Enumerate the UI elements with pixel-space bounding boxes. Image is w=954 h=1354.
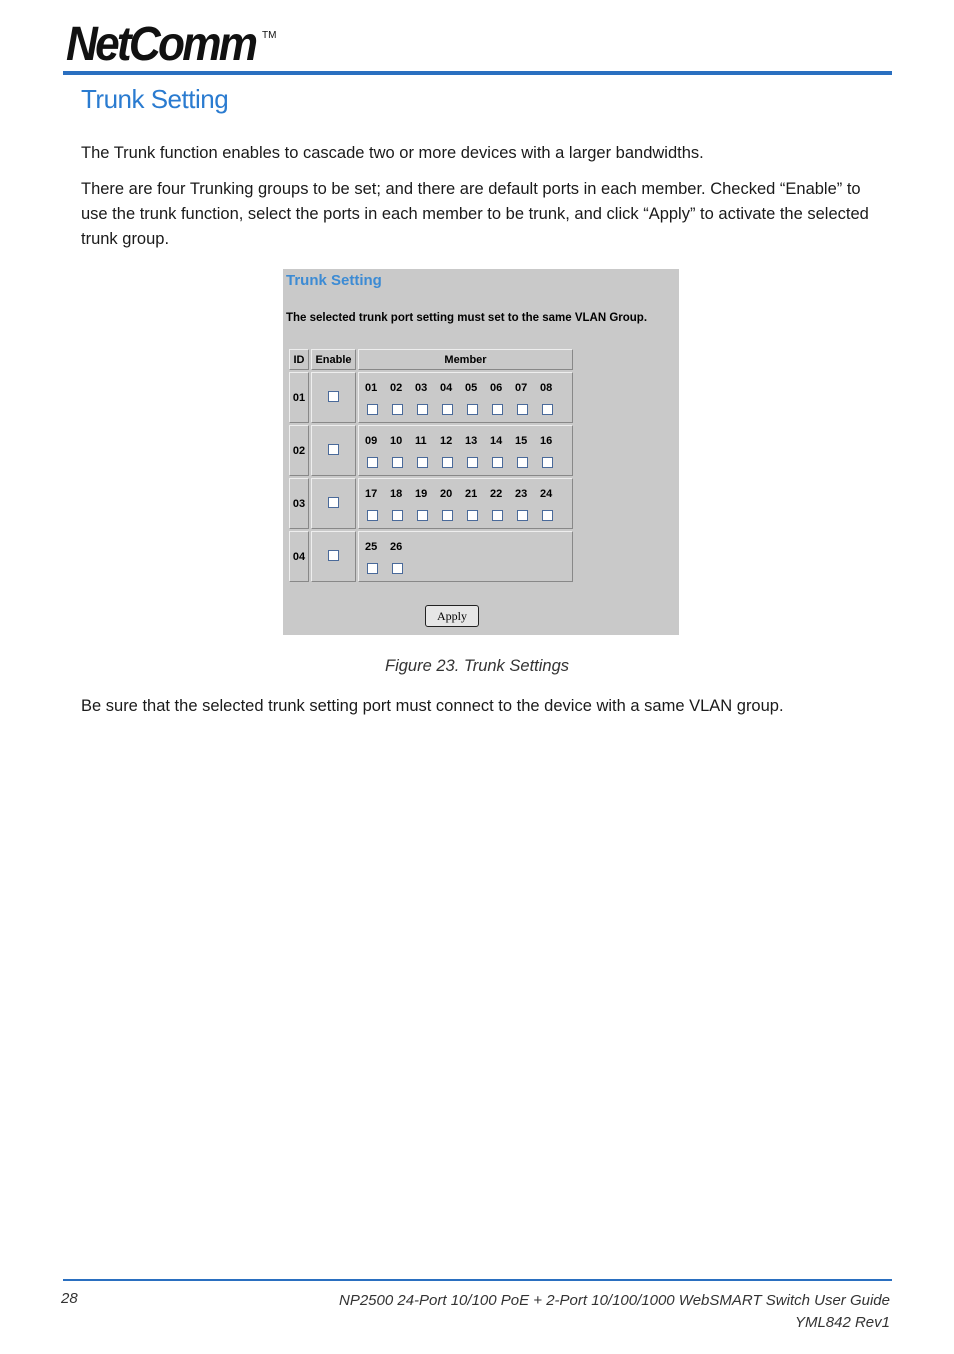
port-checkbox[interactable]	[392, 563, 403, 574]
trunk-group-row	[289, 478, 573, 529]
port-label: 11	[415, 435, 427, 447]
port-label: 04	[440, 382, 453, 394]
enable-cell	[311, 478, 356, 529]
port-member	[439, 380, 464, 415]
group-id: 02	[289, 425, 309, 476]
port-label: 26	[390, 541, 403, 553]
enable-cell	[311, 372, 356, 423]
header-rule	[63, 71, 892, 75]
port-label: 01	[365, 382, 378, 394]
port-checkbox[interactable]	[517, 404, 528, 415]
port-checkbox[interactable]	[492, 404, 503, 415]
trunk-group-row	[289, 372, 573, 423]
trademark-symbol: TM	[262, 30, 277, 41]
port-member	[439, 433, 464, 468]
port-label: 13	[465, 435, 478, 447]
port-checkbox[interactable]	[492, 510, 503, 521]
netcomm-logo: NetComm	[66, 18, 256, 71]
port-checkbox[interactable]	[467, 404, 478, 415]
port-member	[514, 433, 539, 468]
port-member	[414, 486, 439, 521]
port-checkbox[interactable]	[442, 404, 453, 415]
port-label: 03	[415, 382, 428, 394]
port-checkbox[interactable]	[417, 457, 428, 468]
port-label: 02	[390, 382, 403, 394]
port-member	[514, 380, 539, 415]
group-id: 04	[289, 531, 309, 582]
port-member	[414, 380, 439, 415]
port-label: 15	[515, 435, 528, 447]
port-member	[364, 380, 389, 415]
enable-checkbox[interactable]	[328, 391, 339, 402]
section-title: Trunk Setting	[81, 84, 229, 114]
port-member	[389, 539, 414, 574]
port-member	[364, 433, 389, 468]
port-label: 21	[465, 488, 478, 500]
port-label: 05	[465, 382, 478, 394]
enable-checkbox[interactable]	[328, 497, 339, 508]
port-checkbox[interactable]	[467, 510, 478, 521]
port-label: 17	[365, 488, 378, 500]
port-member	[364, 486, 389, 521]
group-id: 01	[289, 372, 309, 423]
port-member	[489, 486, 514, 521]
port-member	[439, 486, 464, 521]
port-checkbox[interactable]	[542, 457, 553, 468]
enable-checkbox[interactable]	[328, 444, 339, 455]
enable-checkbox[interactable]	[328, 550, 339, 561]
column-header-id: ID	[289, 349, 309, 370]
figure-title: Trunk Setting	[286, 272, 382, 289]
port-label: 25	[365, 541, 378, 553]
footer-guide-info	[339, 1290, 890, 1334]
port-checkbox[interactable]	[542, 404, 553, 415]
member-cell	[358, 425, 573, 476]
trunk-group-row	[289, 425, 573, 476]
port-checkbox[interactable]	[492, 457, 503, 468]
figure-note: The selected trunk port setting must set to the same VLAN Group.	[286, 312, 648, 324]
port-checkbox[interactable]	[392, 510, 403, 521]
port-checkbox[interactable]	[367, 563, 378, 574]
port-label: 07	[515, 382, 528, 394]
port-member	[464, 380, 489, 415]
port-checkbox[interactable]	[367, 404, 378, 415]
port-checkbox[interactable]	[517, 457, 528, 468]
port-checkbox[interactable]	[392, 457, 403, 468]
port-checkbox[interactable]	[367, 510, 378, 521]
port-label: 18	[390, 488, 403, 500]
intro-paragraph: The Trunk function enables to cascade two or more devices with a larger bandwidths.	[81, 144, 704, 162]
port-member	[464, 433, 489, 468]
port-label: 24	[540, 488, 553, 500]
port-member	[539, 380, 564, 415]
group-id: 03	[289, 478, 309, 529]
column-header-enable: Enable	[311, 349, 356, 370]
port-label: 19	[415, 488, 428, 500]
port-checkbox[interactable]	[542, 510, 553, 521]
guide-revision: YML842 Rev1	[794, 1314, 890, 1331]
port-label: 20	[440, 488, 453, 500]
vlan-note-paragraph: Be sure that the selected trunk setting port must connect to the device with a same VLAN group.	[81, 697, 784, 715]
guide-title: NP2500 24-Port 10/100 PoE + 2-Port 10/100/1000 WebSMART Switch User Guide	[338, 1292, 890, 1309]
port-label: 16	[540, 435, 553, 447]
port-checkbox[interactable]	[442, 457, 453, 468]
member-cell	[358, 531, 573, 582]
port-member	[539, 486, 564, 521]
port-member	[514, 486, 539, 521]
port-label: 08	[540, 382, 553, 394]
port-checkbox[interactable]	[417, 404, 428, 415]
port-checkbox[interactable]	[467, 457, 478, 468]
footer-rule	[63, 1279, 892, 1281]
port-label: 06	[490, 382, 503, 394]
port-label: 14	[490, 435, 503, 447]
apply-button[interactable]: Apply	[425, 605, 479, 627]
member-cell	[358, 478, 573, 529]
port-member	[364, 539, 389, 574]
port-label: 10	[390, 435, 403, 447]
trunk-group-row	[289, 531, 573, 582]
figure-caption: Figure 23. Trunk Settings	[384, 657, 570, 675]
port-checkbox[interactable]	[417, 510, 428, 521]
port-checkbox[interactable]	[442, 510, 453, 521]
port-checkbox[interactable]	[517, 510, 528, 521]
enable-cell	[311, 425, 356, 476]
page-number: 28	[61, 1290, 78, 1307]
port-member	[389, 486, 414, 521]
trunk-table-header	[289, 349, 573, 370]
port-label: 22	[490, 488, 503, 500]
port-label: 09	[365, 435, 378, 447]
trunk-table	[287, 347, 575, 584]
column-header-member: Member	[358, 349, 573, 370]
port-member	[389, 380, 414, 415]
port-label: 12	[440, 435, 453, 447]
port-checkbox[interactable]	[392, 404, 403, 415]
port-member	[489, 433, 514, 468]
port-member	[539, 433, 564, 468]
port-member	[389, 433, 414, 468]
instructions-paragraph: There are four Trunking groups to be set; and there are default ports in each member. Checked “Enable” to use the trunk function, select the ports in each member to be trunk, and click “Apply” to activate the selected trunk group.	[81, 180, 869, 248]
enable-cell	[311, 531, 356, 582]
port-member	[414, 433, 439, 468]
port-member	[464, 486, 489, 521]
member-cell	[358, 372, 573, 423]
port-member	[489, 380, 514, 415]
trunk-setting-screenshot	[283, 269, 679, 635]
port-label: 23	[515, 488, 528, 500]
port-checkbox[interactable]	[367, 457, 378, 468]
